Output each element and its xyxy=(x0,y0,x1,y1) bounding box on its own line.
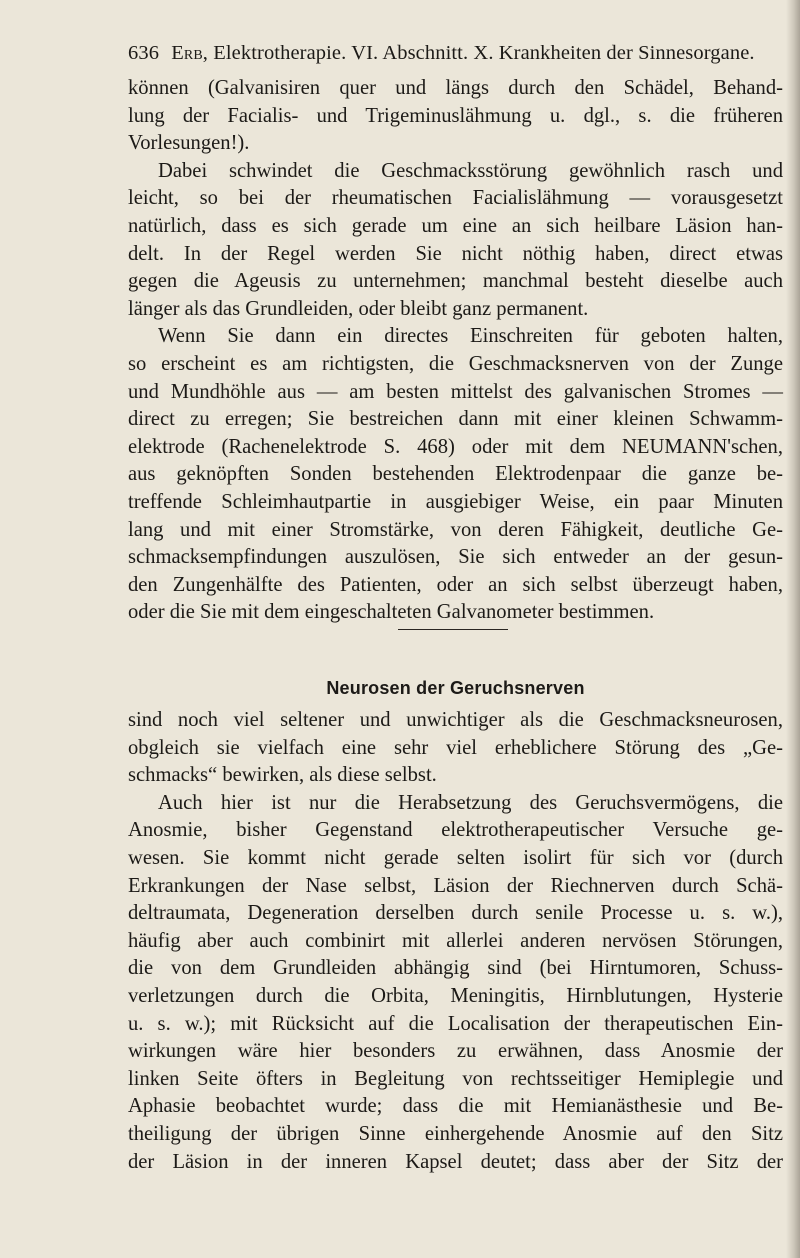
text-line: direct zu erregen; Sie bestreichen dann mit einer kleinen Schwamm- xyxy=(128,408,783,431)
text-line: theiligung der übrigen Sinne einhergehende Anosmie auf den Sitz xyxy=(128,1122,783,1145)
header-author: Erb, xyxy=(171,42,209,64)
text-line: so erscheint es am richtigsten, die Geschmacksnerven von der Zunge xyxy=(128,352,783,375)
text-line: leicht, so bei der rheumatischen Facialislähmung — vorausgesetzt xyxy=(128,187,783,210)
text-line: und Mundhöhle aus — am besten mittelst des galvanischen Stromes — xyxy=(128,380,783,403)
text-line: u. s. w.); mit Rücksicht auf die Localisation der therapeutischen Ein- xyxy=(128,1012,783,1035)
text-line: wirkungen wäre hier besonders zu erwähnen, dass Anosmie der xyxy=(128,1040,783,1063)
text-line: oder die Sie mit dem eingeschalteten Galvanometer bestimmen. xyxy=(128,601,655,624)
text-line: schmacks“ bewirken, als diese selbst. xyxy=(128,764,437,787)
text-line: delt. In der Regel werden Sie nicht nöthig haben, direct etwas xyxy=(128,242,783,265)
page-edge-shadow xyxy=(786,0,800,1258)
text-line: den Zungenhälfte des Patienten, oder an sich selbst überzeugt haben, xyxy=(128,573,783,596)
text-line: häufig aber auch combinirt mit allerlei anderen nervösen Störungen, xyxy=(128,929,783,952)
text-line: schmacksempfindungen auszulösen, Sie sich entweder an der gesun- xyxy=(128,546,783,569)
running-header xyxy=(128,40,783,66)
text-line: elektrode (Rachenelektrode S. 468) oder mit dem NEUMANN'schen, xyxy=(128,435,783,458)
text-line: sind noch viel seltener und unwichtiger als die Geschmacksneurosen, xyxy=(128,709,783,731)
text-line: natürlich, dass es sich gerade um eine an sich heilbare Läsion han- xyxy=(128,214,783,237)
text-line: lang und mit einer Stromstärke, von deren Fähigkeit, deutliche Ge- xyxy=(128,518,783,541)
text-line: obgleich sie vielfach eine sehr viel erheblichere Störung des „Ge- xyxy=(128,736,783,759)
text-line: lung der Facialis- und Trigeminuslähmung u. dgl., s. die früheren xyxy=(128,104,783,127)
section-divider xyxy=(398,629,508,630)
text-line: wesen. Sie kommt nicht gerade selten isolirt für sich vor (durch xyxy=(128,846,783,869)
text-line: Vorlesungen!). xyxy=(128,132,250,155)
text-line: linken Seite öfters in Begleitung von rechtsseitiger Hemiplegie und xyxy=(128,1067,783,1090)
text-line: der Läsion in der inneren Kapsel deutet; dass aber der Sitz der xyxy=(128,1150,783,1173)
text-line: verletzungen durch die Orbita, Meningitis, Hirnblutungen, Hysterie xyxy=(128,984,783,1007)
text-line: können (Galvanisiren quer und längs durch den Schädel, Behand- xyxy=(128,77,783,99)
text-line: Erkrankungen der Nase selbst, Läsion der Riechnerven durch Schä- xyxy=(128,874,783,897)
page-number: 636 xyxy=(128,42,160,64)
text-line: aus geknöpften Sonden bestehenden Elektrodenpaar die ganze be- xyxy=(128,463,783,486)
section-taste-text xyxy=(128,75,783,627)
text-line: die von dem Grundleiden abhängig sind (bei Hirntumoren, Schuss- xyxy=(128,957,783,980)
text-line: Anosmie, bisher Gegenstand elektrotherapeutischer Versuche ge- xyxy=(128,819,783,842)
text-line: treffende Schleimhautpartie in ausgiebiger Weise, ein paar Minuten xyxy=(128,490,783,513)
text-line: Dabei schwindet die Geschmacksstörung gewöhnlich rasch und xyxy=(158,159,783,182)
text-line: Aphasie beobachtet wurde; dass die mit Hemianästhesie und Be- xyxy=(128,1095,783,1118)
text-line: gegen die Ageusis zu unternehmen; manchmal besteht dieselbe auch xyxy=(128,270,783,293)
text-line: länger als das Grundleiden, oder bleibt ganz permanent. xyxy=(128,297,589,320)
section-heading: Neurosen der Geruchsnerven xyxy=(326,678,585,698)
header-title: Elektrotherapie. VI. Abschnitt. X. Krankheiten der Sinnesorgane. xyxy=(213,42,755,64)
text-line: Auch hier ist nur die Herabsetzung des Geruchsvermögens, die xyxy=(158,791,783,814)
text-line: deltraumata, Degeneration derselben durch senile Processe u. s. w.), xyxy=(128,902,783,925)
section-smell-text xyxy=(128,707,783,1176)
text-line: Wenn Sie dann ein directes Einschreiten für geboten halten, xyxy=(158,325,783,348)
